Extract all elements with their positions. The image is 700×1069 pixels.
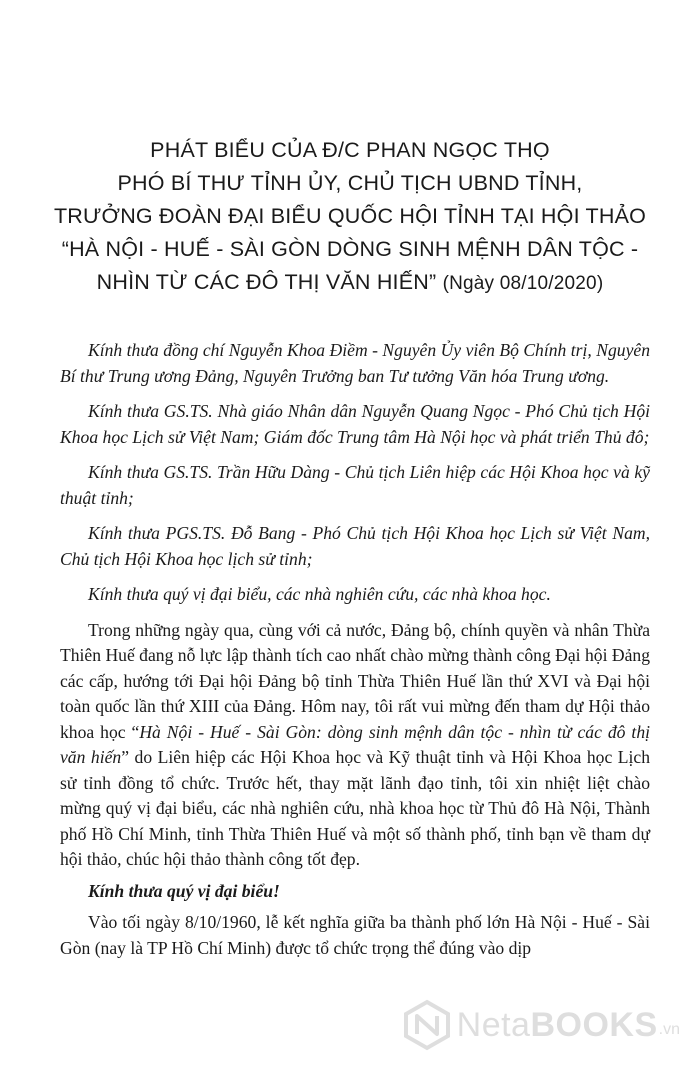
last-paragraph: Vào tối ngày 8/10/1960, lễ kết nghĩa giữa ba thành phố lớn Hà Nội - Huế - Sài Gòn (nay là TP Hồ Chí Minh) được tổ chức trọng thể đúng vào dịp [60,912,650,958]
speech-date: (Ngày 08/10/2020) [442,273,604,294]
greeting-1: Kính thưa đồng chí Nguyễn Khoa Điềm - Nguyên Ủy viên Bộ Chính trị, Nguyên Bí thư Trung ương Đảng, Nguyên Trưởng ban Tư tưởng Văn hóa Trung ương. [60,340,650,386]
netabooks-logo-icon [401,999,453,1051]
watermark-brand-light: Neta [456,1005,531,1044]
address-exclamation: Kính thưa quý vị đại biểu! [88,880,280,901]
greeting-5: Kính thưa quý vị đại biểu, các nhà nghiên cứu, các nhà khoa học. [88,584,551,604]
publisher-watermark [401,999,680,1051]
title-line-3: TRƯỞNG ĐOÀN ĐẠI BIỂU QUỐC HỘI TỈNH TẠI HỘI THẢO [53,204,647,228]
title-line-1: PHÁT BIỂU CỦA Đ/C PHAN NGỌC THỌ [150,138,550,162]
greeting-4: Kính thưa PGS.TS. Đỗ Bang - Phó Chủ tịch Hội Khoa học Lịch sử Việt Nam, Chủ tịch Hội Khoa học lịch sử tỉnh; [60,523,650,569]
main-paragraph-part1: Trong những ngày qua, cùng với cả nước, Đảng bộ, chính quyền và nhân Thừa Thiên Huế đang nỗ lực lập thành tích cao nhất chào mừng thành công Đại hội Đảng các cấp, hướng tới Đại hội Đảng bộ tỉnh Thừa Thiên Huế lần thứ XVI và Đại hội toàn quốc lần thứ XIII của Đảng. Hôm nay, tôi rất vui mừng đến tham dự Hội thảo khoa học “ [60,619,650,742]
greeting-3: Kính thưa GS.TS. Trần Hữu Dàng - Chủ tịch Liên hiệp các Hội Khoa học và kỹ thuật tỉnh; [60,462,650,508]
watermark-brand-bold: BOOKS [530,1005,658,1044]
title-line-5-text: NHÌN TỪ CÁC ĐÔ THỊ VĂN HIẾN” [96,270,437,294]
main-paragraph-part2: ” do Liên hiệp các Hội Khoa học và Kỹ thuật tỉnh và Hội Khoa học Lịch sử tỉnh đồng tổ chức. Trước hết, thay mặt lãnh đạo tỉnh, tôi xin nhiệt liệt chào mừng quý vị đại biểu, các nhà nghiên cứu, nhà khoa học từ Thủ đô Hà Nội, Thành phố Hồ Chí Minh, tỉnh Thừa Thiên Huế và một số thành phố, tỉnh bạn về tham dự hội thảo, chúc hội thảo thành công tốt đẹp. [60,747,650,869]
watermark-brand [457,1006,658,1045]
greeting-2: Kính thưa GS.TS. Nhà giáo Nhân dân Nguyễn Quang Ngọc - Phó Chủ tịch Hội Khoa học Lịch sử Việt Nam; Giám đốc Trung tâm Hà Nội học và phát triển Thủ đô; [60,401,650,447]
title-line-5 [40,266,660,300]
watermark-tld: .vn [658,1021,680,1038]
conference-name: Hà Nội - Huế - Sài Gòn: dòng sinh mệnh dân tộc - nhìn từ các đô thị văn hiến [60,721,650,767]
title-line-2: PHÓ BÍ THƯ TỈNH ỦY, CHỦ TỊCH UBND TỈNH, [117,171,583,195]
main-paragraph [60,618,650,873]
speech-body [60,338,650,971]
title-line-4: “HÀ NỘI - HUẾ - SÀI GÒN DÒNG SINH MỆNH DÂN TỘC - [61,237,639,261]
speech-title [40,134,660,300]
